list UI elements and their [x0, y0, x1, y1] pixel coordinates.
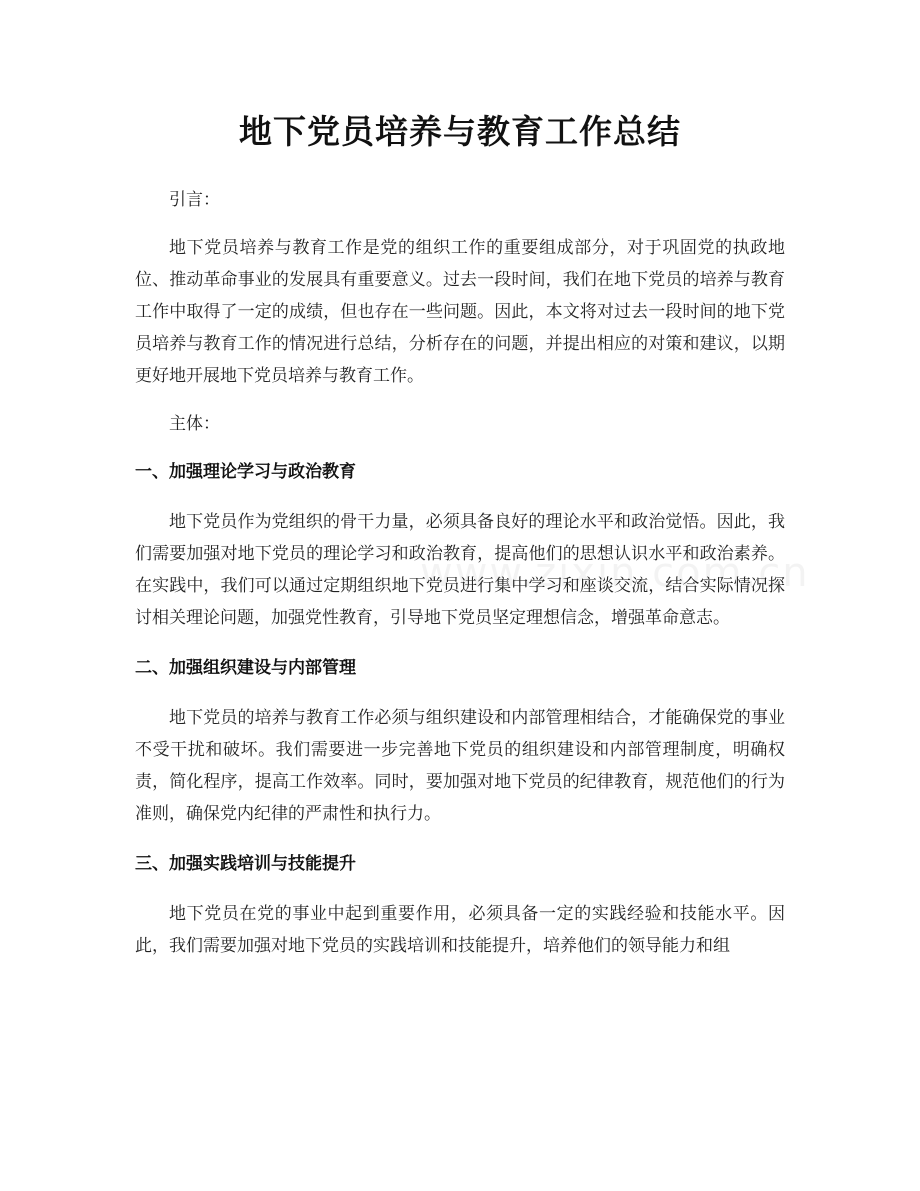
- spacer: [135, 440, 785, 456]
- document-body: [135, 184, 785, 962]
- section-heading-2: 二、加强组织建设与内部管理: [135, 658, 356, 678]
- spacer: [135, 830, 785, 848]
- intro-paragraph: 地下党员培养与教育工作是党的组织工作的重要组成部分，对于巩固党的执政地位、推动革命事业的发展具有重要意义。过去一段时间，我们在地下党员的培养与教育工作中取得了一定的成绩，但也存在一些问题。因此，本文将对过去一段时间的地下党员培养与教育工作的情况进行总结，分析存在的问题，并提出相应的对策和建议，以期更好地开展地下党员培养与教育工作。: [135, 238, 785, 386]
- main-label: 主体：: [169, 414, 220, 434]
- spacer: [135, 880, 785, 898]
- spacer: [135, 216, 785, 232]
- spacer: [135, 634, 785, 652]
- section-paragraph-1: 地下党员作为党组织的骨干力量，必须具备良好的理论水平和政治觉悟。因此，我们需要加强对地下党员的理论学习和政治教育，提高他们的思想认识水平和政治素养。在实践中，我们可以通过定期组织地下党员进行集中学习和座谈交流，结合实际情况探讨相关理论问题，加强党性教育，引导地下党员坚定理想信念，增强革命意志。: [135, 512, 785, 628]
- section-heading-3: 三、加强实践培训与技能提升: [135, 854, 356, 874]
- spacer: [135, 392, 785, 408]
- document-title: 地下党员培养与教育工作总结: [239, 112, 681, 151]
- intro-label: 引言：: [169, 190, 220, 210]
- section-heading-1: 一、加强理论学习与政治教育: [135, 462, 356, 482]
- spacer: [135, 488, 785, 506]
- spacer: [135, 684, 785, 702]
- section-paragraph-3: 地下党员在党的事业中起到重要作用，必须具备一定的实践经验和技能水平。因此，我们需要加强对地下党员的实践培训和技能提升，培养他们的领导能力和组: [135, 904, 785, 956]
- section-paragraph-2: 地下党员的培养与教育工作必须与组织建设和内部管理相结合，才能确保党的事业不受干扰和破坏。我们需要进一步完善地下党员的组织建设和内部管理制度，明确权责，简化程序，提高工作效率。同时，要加强对地下党员的纪律教育，规范他们的行为准则，确保党内纪律的严肃性和执行力。: [135, 708, 785, 824]
